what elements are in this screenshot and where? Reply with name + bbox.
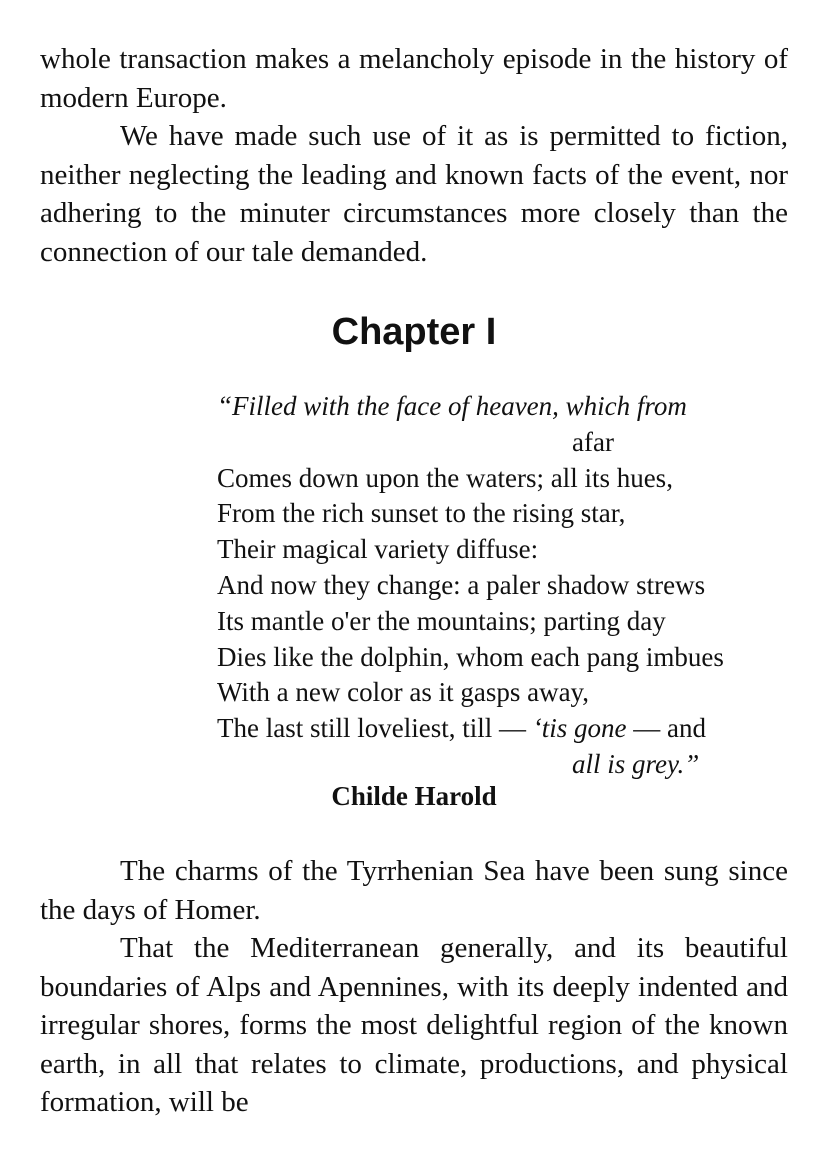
- poem-line-italic: ‘tis gone: [532, 713, 627, 744]
- poem-line: [217, 389, 792, 425]
- epigraph-attribution: Childe Harold: [331, 781, 497, 811]
- poem-line-text: The last still loveliest, till —: [217, 713, 533, 744]
- poem-line: And now they change: a paler shadow strews: [217, 569, 706, 600]
- poem-line: With a new color as it gasps away,: [217, 677, 590, 708]
- chapter-title: Chapter I: [331, 311, 497, 353]
- intro-paragraph-continuation: whole transaction makes a melancholy episode in the history of modern Europe.: [40, 43, 788, 114]
- epigraph-poem: [217, 389, 792, 783]
- poem-line: From the rich sunset to the rising star,: [217, 498, 626, 529]
- poem-line: Its mantle o'er the mountains; parting day: [217, 605, 666, 636]
- poem-line-italic: all is grey.”: [572, 748, 700, 779]
- poem-line-text: afar: [572, 426, 614, 457]
- book-page: [40, 0, 788, 1165]
- body-paragraph: The charms of the Tyrrhenian Sea have been sung since the days of Homer.: [40, 855, 788, 926]
- poem-line: [217, 425, 792, 461]
- intro-paragraph: We have made such use of it as is permitted to fiction, neither neglecting the leading and known facts of the event, nor adhering to the minuter circumstances more closely than the connection of our tale demanded.: [40, 120, 788, 268]
- poem-line-text: “Filled with the face of heaven, which from: [217, 391, 687, 421]
- poem-line: Comes down upon the waters; all its hues,: [217, 462, 673, 493]
- poem-line: Dies like the dolphin, whom each pang imbues: [217, 641, 724, 672]
- body-paragraph: That the Mediterranean generally, and its beautiful boundaries of Alps and Apennines, with its deeply indented and irregular shores, forms the most delightful region of the known earth, in all that relates to climate, productions, and physical formation, will be: [40, 932, 788, 1118]
- poem-line-text: — and: [626, 713, 706, 744]
- poem-line: Their magical variety diffuse:: [217, 534, 539, 565]
- poem-line: [217, 711, 792, 747]
